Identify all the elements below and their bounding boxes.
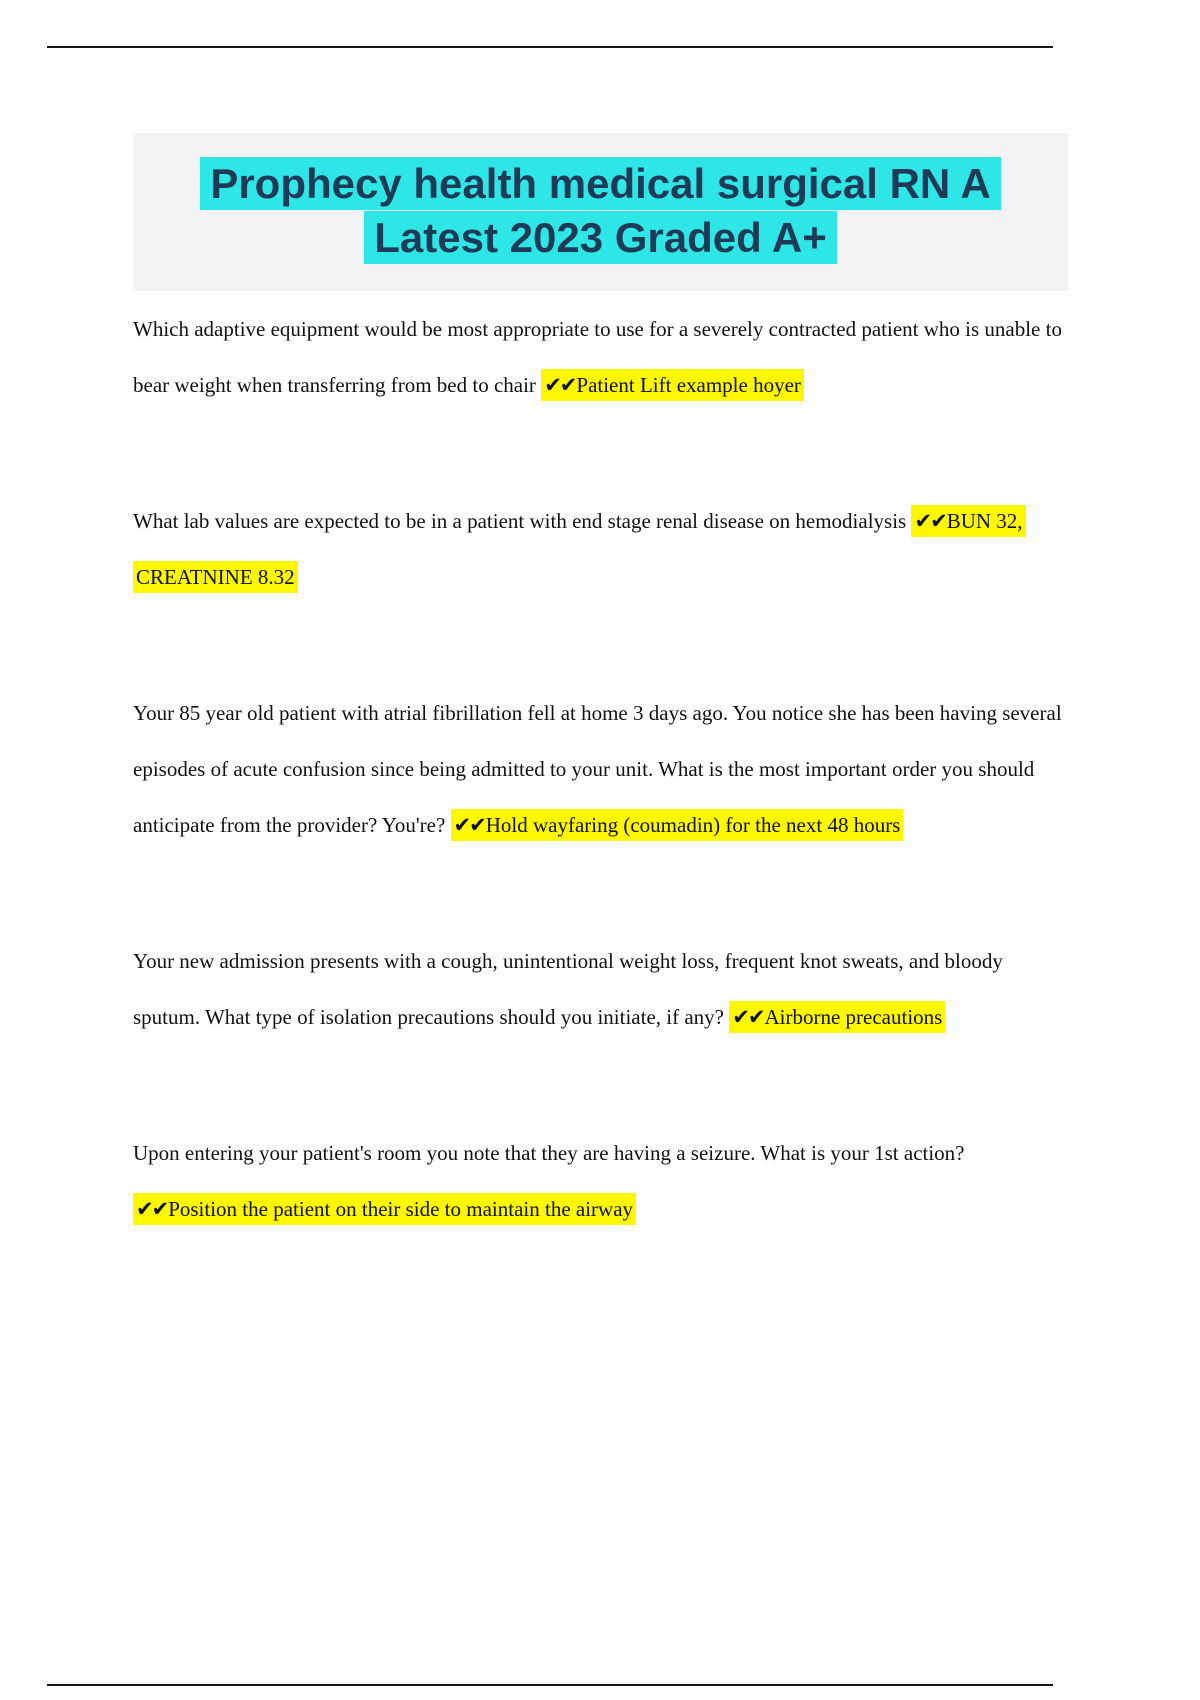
- question-text: Upon entering your patient's room you note that they are having a seizure. What is your 1st action?: [133, 1141, 965, 1165]
- answer-highlight: [133, 1193, 636, 1225]
- answer-highlight: [451, 809, 904, 841]
- double-checkmark-icon: ✔✔: [453, 813, 485, 837]
- qa-item: [133, 301, 1068, 413]
- qa-item: [133, 933, 1068, 1045]
- answer-highlight: [541, 369, 804, 401]
- document-content: [133, 133, 1068, 1317]
- title-line-1: Prophecy health medical surgical RN A: [200, 157, 1000, 210]
- question-text: What lab values are expected to be in a patient with end stage renal disease on hemodialysis: [133, 509, 907, 533]
- question-text: Your 85 year old patient with atrial fibrillation fell at home 3 days ago. You notice she has been having several episodes of acute confusion since being admitted to your unit. What is the most important order you should anticipate from the provider? You're?: [133, 701, 1062, 837]
- answer-highlight: [729, 1001, 945, 1033]
- answer-text: Position the patient on their side to maintain the airway: [168, 1197, 634, 1221]
- title-band: [133, 133, 1068, 291]
- double-checkmark-icon: ✔✔: [732, 1005, 764, 1029]
- document-title: [137, 157, 1064, 265]
- bottom-divider: [47, 1684, 1053, 1686]
- answer-text: Patient Lift example hoyer: [576, 373, 801, 397]
- qa-item: [133, 1125, 1068, 1237]
- double-checkmark-icon: ✔✔: [544, 373, 576, 397]
- answer-text: BUN 32, CREATNINE 8.32: [136, 509, 1023, 589]
- qa-list: [133, 301, 1068, 1237]
- answer-text: Airborne precautions: [764, 1005, 943, 1029]
- title-line-2: Latest 2023 Graded A+: [364, 211, 836, 264]
- top-divider: [47, 46, 1053, 48]
- answer-text: Hold wayfaring (coumadin) for the next 48 hours: [485, 813, 901, 837]
- qa-item: [133, 685, 1068, 853]
- double-checkmark-icon: ✔✔: [136, 1197, 168, 1221]
- question-text: Your new admission presents with a cough, unintentional weight loss, frequent knot sweats, and bloody sputum. What type of isolation precautions should you initiate, if any?: [133, 949, 1003, 1029]
- double-checkmark-icon: ✔✔: [914, 509, 946, 533]
- qa-item: [133, 493, 1068, 605]
- question-text: Which adaptive equipment would be most appropriate to use for a severely contracted patient who is unable to bear weight when transferring from bed to chair: [133, 317, 1062, 397]
